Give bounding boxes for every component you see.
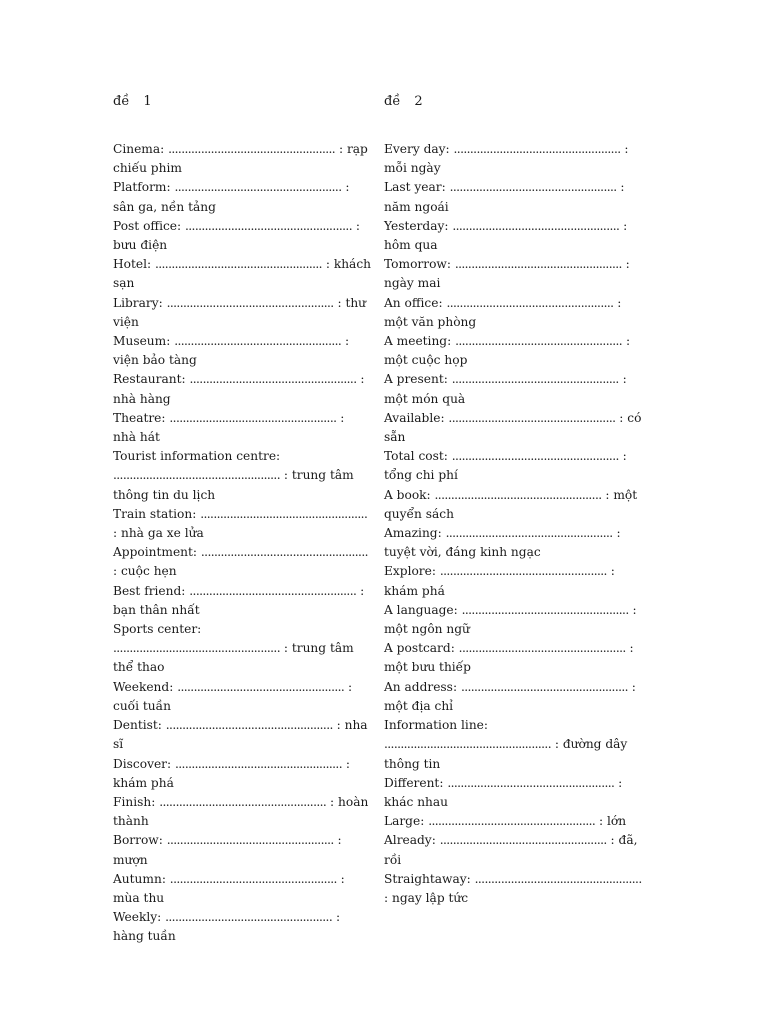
dot-leader: ................................................... bbox=[159, 794, 327, 809]
vietnamese-meaning: nhà hàng bbox=[113, 391, 171, 406]
dot-leader: ................................................... bbox=[174, 180, 342, 195]
vocab-entry: Last year: ................................................... : năm ngoái bbox=[384, 180, 625, 214]
vietnamese-meaning: khám phá bbox=[113, 775, 174, 790]
dot-leader: ................................................... bbox=[447, 775, 615, 790]
vietnamese-meaning: trung tâm thể thao bbox=[113, 641, 354, 675]
vocab-entry: Straightaway: ................................................... : ngay lập tức bbox=[384, 871, 642, 905]
english-word: Sports center bbox=[113, 622, 198, 637]
vietnamese-meaning: ngay lập tức bbox=[391, 890, 469, 905]
dot-leader: ................................................... bbox=[446, 295, 614, 310]
vocab-entry: Hotel: ................................................... : khách sạn bbox=[113, 257, 371, 291]
dot-leader: ................................................... bbox=[113, 468, 280, 483]
english-word: Restaurant bbox=[113, 372, 182, 387]
dot-leader: ................................................... bbox=[434, 487, 602, 502]
vocab-entry: Best friend: ................................................... : bạn thân nhất bbox=[113, 583, 365, 617]
english-word: Tourist information centre bbox=[113, 449, 277, 464]
dot-leader: ................................................... bbox=[189, 583, 357, 598]
vocab-entry: Tomorrow: ................................................... : ngày mai bbox=[384, 257, 630, 291]
vocab-entry: A meeting: ................................................... : một cuộc họp bbox=[384, 334, 631, 368]
vocab-entry: Tourist information centre: ................................................... : trung tâm thông tin du lịch bbox=[113, 449, 354, 502]
vietnamese-meaning: năm ngoái bbox=[384, 199, 449, 214]
english-word: Cinema bbox=[113, 142, 161, 156]
vietnamese-meaning: sân ga, nền tảng bbox=[113, 199, 216, 214]
vietnamese-meaning: hôm qua bbox=[384, 238, 438, 253]
english-word: Weekend bbox=[113, 679, 170, 694]
english-word: Library bbox=[113, 295, 159, 310]
vietnamese-meaning: cuộc hẹn bbox=[120, 564, 177, 579]
english-word: Autumn bbox=[113, 871, 162, 886]
vietnamese-meaning: một cuộc họp bbox=[384, 353, 468, 368]
english-word: An office bbox=[384, 295, 439, 310]
heading-number: 2 bbox=[414, 94, 423, 109]
heading-number: 1 bbox=[143, 94, 152, 109]
english-word: Best friend bbox=[113, 583, 182, 598]
vocab-entry: Restaurant: ................................................... : nhà hàng bbox=[113, 372, 365, 406]
vocab-entry: Dentist: ................................................... : nha sĩ bbox=[113, 718, 368, 752]
dot-leader: ................................................... bbox=[384, 737, 551, 752]
vocab-entry: Discover: ................................................... : khám phá bbox=[113, 756, 350, 790]
english-word: A present bbox=[384, 372, 444, 387]
english-word: Weekly bbox=[113, 910, 158, 925]
vietnamese-meaning: trung tâm thông tin du lịch bbox=[113, 468, 354, 502]
english-word: Borrow bbox=[113, 833, 159, 848]
vietnamese-meaning: viện bảo tàng bbox=[113, 353, 197, 368]
vocab-entry: Theatre: ................................................... : nhà hát bbox=[113, 410, 345, 445]
english-word: Post office bbox=[113, 218, 178, 233]
vietnamese-meaning: đã, rồi bbox=[384, 833, 638, 867]
english-word: A language bbox=[384, 602, 454, 617]
dot-leader: ................................................... bbox=[474, 871, 642, 886]
vocab-entry: Already: ................................................... : đã, rồi bbox=[384, 833, 638, 867]
dot-leader: ................................................... bbox=[165, 910, 333, 925]
vietnamese-meaning: khám phá bbox=[384, 583, 445, 598]
dot-leader: ................................................... bbox=[458, 641, 626, 656]
vocab-entry: Weekly: ................................................... : hàng tuần bbox=[113, 910, 341, 944]
english-word: Hotel bbox=[113, 257, 147, 272]
vietnamese-meaning: lớn bbox=[607, 814, 627, 829]
vietnamese-meaning: nhà hát bbox=[113, 430, 160, 445]
vocab-entry: Finish: ................................................... : hoàn thành bbox=[113, 794, 369, 829]
dot-leader: ................................................... bbox=[165, 718, 333, 733]
english-word: Large bbox=[384, 814, 421, 829]
vocab-entry: Autumn: ................................................... : mùa thu bbox=[113, 871, 345, 905]
english-word: Tomorrow bbox=[384, 257, 447, 272]
dot-leader: ................................................... bbox=[168, 142, 336, 156]
english-word: Finish bbox=[113, 794, 152, 809]
vocab-entry: Cinema: ................................................... : rạp chiếu phim bbox=[113, 142, 368, 176]
vietnamese-meaning: ngày mai bbox=[384, 276, 441, 291]
vietnamese-meaning: cuối tuần bbox=[113, 698, 171, 713]
vocab-entry: A language: ................................................... : một ngôn ngữ bbox=[384, 602, 637, 637]
english-word: A book bbox=[384, 487, 427, 502]
heading-prefix: đề bbox=[384, 94, 401, 109]
dot-leader: ................................................... bbox=[451, 449, 619, 464]
vocab-entry: Platform: ................................................... : sân ga, nền tảng bbox=[113, 180, 350, 214]
english-word: Every day bbox=[384, 142, 446, 156]
vocab-entry: Yesterday: ................................................... : hôm qua bbox=[384, 218, 628, 253]
dot-leader: ................................................... bbox=[451, 372, 619, 387]
dot-leader: ................................................... bbox=[185, 218, 352, 233]
vocab-list bbox=[384, 140, 642, 908]
dot-leader: ................................................... bbox=[453, 142, 621, 156]
english-word: Dentist bbox=[113, 718, 158, 733]
vocab-entry: Borrow: ................................................... : mượn bbox=[113, 833, 342, 867]
vietnamese-meaning: bạn thân nhất bbox=[113, 602, 200, 617]
english-word: Discover bbox=[113, 756, 168, 771]
vietnamese-meaning: hàng tuần bbox=[113, 929, 176, 944]
vietnamese-meaning: một bưu thiếp bbox=[384, 660, 471, 675]
vietnamese-meaning: mùa thu bbox=[113, 890, 165, 905]
vocab-column-2 bbox=[384, 93, 642, 908]
vietnamese-meaning: hoàn thành bbox=[113, 794, 369, 829]
english-word: Different bbox=[384, 775, 440, 790]
vietnamese-meaning: một văn phòng bbox=[384, 314, 477, 329]
vietnamese-meaning: một ngôn ngữ bbox=[384, 622, 470, 637]
dot-leader: ................................................... bbox=[200, 545, 368, 560]
dot-leader: ................................................... bbox=[154, 257, 322, 272]
vocab-entry: Explore: ................................................... : khám phá bbox=[384, 564, 615, 598]
heading-prefix: đề bbox=[113, 94, 130, 109]
english-word: Last year bbox=[384, 180, 442, 195]
dot-leader: ................................................... bbox=[169, 871, 337, 886]
english-word: Total cost bbox=[384, 449, 444, 464]
vietnamese-meaning: đường dây thông tin bbox=[384, 737, 628, 771]
english-word: Museum bbox=[113, 334, 167, 349]
dot-leader: ................................................... bbox=[461, 602, 629, 617]
dot-leader: ................................................... bbox=[454, 257, 622, 272]
english-word: Train station bbox=[113, 506, 193, 521]
vocab-entry: Information line: ................................................... : đường dây thông tin bbox=[384, 718, 628, 771]
vietnamese-meaning: một địa chỉ bbox=[384, 698, 454, 713]
vocab-entry: An office: ................................................... : một văn phòng bbox=[384, 295, 622, 329]
vocab-entry: An address: ................................................... : một địa chỉ bbox=[384, 679, 636, 713]
vocab-entry: Sports center: ................................................... : trung tâm thể thao bbox=[113, 622, 354, 675]
vocab-entry: Available: ................................................... : có sẵn bbox=[384, 410, 642, 445]
dot-leader: ................................................... bbox=[460, 679, 628, 694]
dot-leader: ................................................... bbox=[166, 295, 334, 310]
dot-leader: ................................................... bbox=[455, 334, 623, 349]
vocab-entry: Large: ................................................... : lớn bbox=[384, 814, 627, 829]
vocab-entry: A present: ................................................... : một món quà bbox=[384, 372, 627, 406]
english-word: Yesterday bbox=[384, 218, 445, 233]
vocab-entry: Train station: ................................................... : nhà ga xe lửa bbox=[113, 506, 368, 541]
dot-leader: ................................................... bbox=[439, 564, 607, 579]
english-word: A meeting bbox=[384, 334, 448, 349]
english-word: A postcard bbox=[384, 641, 451, 656]
vocab-entry: Amazing: ................................................... : tuyệt vời, đáng kinh ngạc bbox=[384, 526, 621, 560]
vietnamese-meaning: bưu điện bbox=[113, 238, 168, 253]
vocab-entry: Weekend: ................................................... : cuối tuần bbox=[113, 679, 353, 713]
vocab-entry: Appointment: ................................................... : cuộc hẹn bbox=[113, 545, 368, 579]
english-word: An address bbox=[384, 679, 453, 694]
vietnamese-meaning: khác nhau bbox=[384, 794, 449, 809]
dot-leader: ................................................... bbox=[448, 410, 616, 425]
dot-leader: ................................................... bbox=[169, 410, 337, 425]
vocab-entry: Post office: ................................................... : bưu điện bbox=[113, 218, 360, 253]
vietnamese-meaning: một quyển sách bbox=[384, 487, 638, 521]
vietnamese-meaning: nhà ga xe lửa bbox=[120, 526, 204, 541]
english-word: Available bbox=[384, 410, 441, 425]
dot-leader: ................................................... bbox=[428, 814, 596, 829]
english-word: Amazing bbox=[384, 526, 438, 541]
dot-leader: ................................................... bbox=[445, 526, 613, 541]
english-word: Already bbox=[384, 833, 432, 848]
vocab-entry: Every day: ................................................... : mỗi ngày bbox=[384, 142, 629, 176]
dot-leader: ................................................... bbox=[452, 218, 620, 233]
dot-leader: ................................................... bbox=[174, 334, 342, 349]
dot-leader: ................................................... bbox=[449, 180, 617, 195]
vocab-entry: A book: ................................................... : một quyển sách bbox=[384, 487, 638, 521]
vietnamese-meaning: nha sĩ bbox=[113, 718, 368, 752]
vietnamese-meaning: thư viện bbox=[113, 295, 367, 329]
vocab-entry: A postcard: ................................................... : một bưu thiếp bbox=[384, 641, 634, 675]
dot-leader: ................................................... bbox=[189, 372, 357, 387]
dot-leader: ................................................... bbox=[177, 679, 345, 694]
english-word: Appointment bbox=[113, 545, 193, 560]
vocab-list bbox=[113, 140, 371, 947]
vietnamese-meaning: rạp chiếu phim bbox=[113, 142, 368, 176]
dot-leader: ................................................... bbox=[166, 833, 334, 848]
dot-leader: ................................................... bbox=[175, 756, 342, 771]
vietnamese-meaning: một món quà bbox=[384, 391, 466, 406]
dot-leader: ................................................... bbox=[113, 641, 280, 656]
english-word: Platform bbox=[113, 180, 167, 195]
vietnamese-meaning: tổng chi phí bbox=[384, 468, 458, 483]
vocab-column-1 bbox=[113, 93, 371, 947]
english-word: Straightaway bbox=[384, 871, 467, 886]
vietnamese-meaning: mượn bbox=[113, 852, 148, 867]
english-word: Information line bbox=[384, 718, 484, 733]
vocab-entry: Total cost: ................................................... : tổng chi phí bbox=[384, 449, 627, 483]
vietnamese-meaning: tuyệt vời, đáng kinh ngạc bbox=[384, 545, 541, 560]
vietnamese-meaning: mỗi ngày bbox=[384, 161, 441, 176]
dot-leader: ................................................... bbox=[439, 833, 607, 848]
vocab-entry: Museum: ................................................... : viện bảo tàng bbox=[113, 334, 350, 368]
vocab-entry: Different: ................................................... : khác nhau bbox=[384, 775, 623, 809]
english-word: Explore bbox=[384, 564, 432, 579]
column-heading bbox=[384, 93, 642, 111]
vietnamese-meaning: khách sạn bbox=[113, 257, 371, 291]
vocab-entry: Library: ................................................... : thư viện bbox=[113, 295, 367, 329]
column-heading bbox=[113, 93, 371, 111]
vietnamese-meaning: có sẵn bbox=[384, 410, 642, 445]
dot-leader: ................................................... bbox=[200, 506, 368, 521]
english-word: Theatre bbox=[113, 410, 162, 425]
